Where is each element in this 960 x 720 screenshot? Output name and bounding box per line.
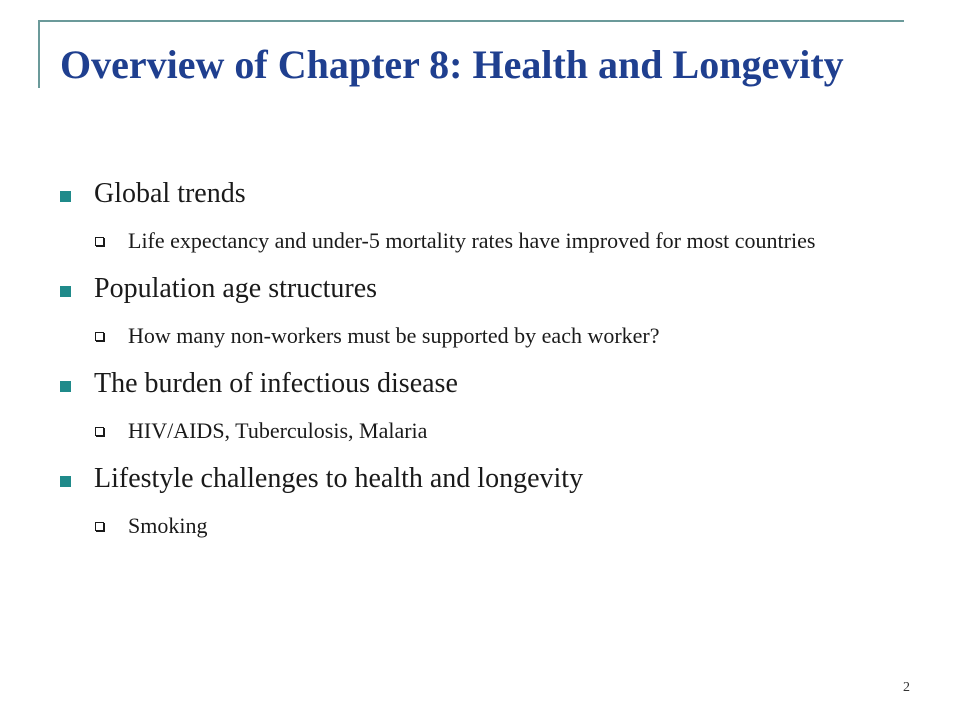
bullet-list [60,176,900,542]
bullet-infectious-disease [60,366,900,402]
sub-bullet-text: How many non-workers must be supported by each worker? [128,323,660,348]
sub-bullet-life-expectancy [60,225,900,257]
bullet-text: Lifestyle challenges to health and longevity [94,463,584,494]
sub-bullet-non-workers [60,320,900,352]
sub-bullet-smoking [60,510,900,542]
square-bullet-icon [60,476,71,487]
square-bullet-icon [60,286,71,297]
square-bullet-icon [60,191,71,202]
page-number: 2 [903,680,910,695]
bullet-lifestyle-challenges [60,461,900,497]
bullet-global-trends [60,176,900,212]
sub-bullet-text: Life expectancy and under-5 mortality rates have improved for most countries [128,228,816,253]
slide-title: Overview of Chapter 8: Health and Longevity [60,42,844,87]
hollow-square-bullet-icon [95,522,104,531]
sub-bullet-diseases [60,415,900,447]
hollow-square-bullet-icon [95,332,104,341]
bullet-text: Global trends [94,178,246,209]
sub-bullet-text: HIV/AIDS, Tuberculosis, Malaria [128,418,428,443]
square-bullet-icon [60,381,71,392]
bullet-population-age-structures [60,271,900,307]
hollow-square-bullet-icon [95,427,104,436]
bullet-text: Population age structures [94,273,378,304]
frame-top-line [38,20,904,22]
hollow-square-bullet-icon [95,237,104,246]
bullet-text: The burden of infectious disease [94,368,458,399]
sub-bullet-text: Smoking [128,513,208,538]
frame-left-line [38,20,40,88]
